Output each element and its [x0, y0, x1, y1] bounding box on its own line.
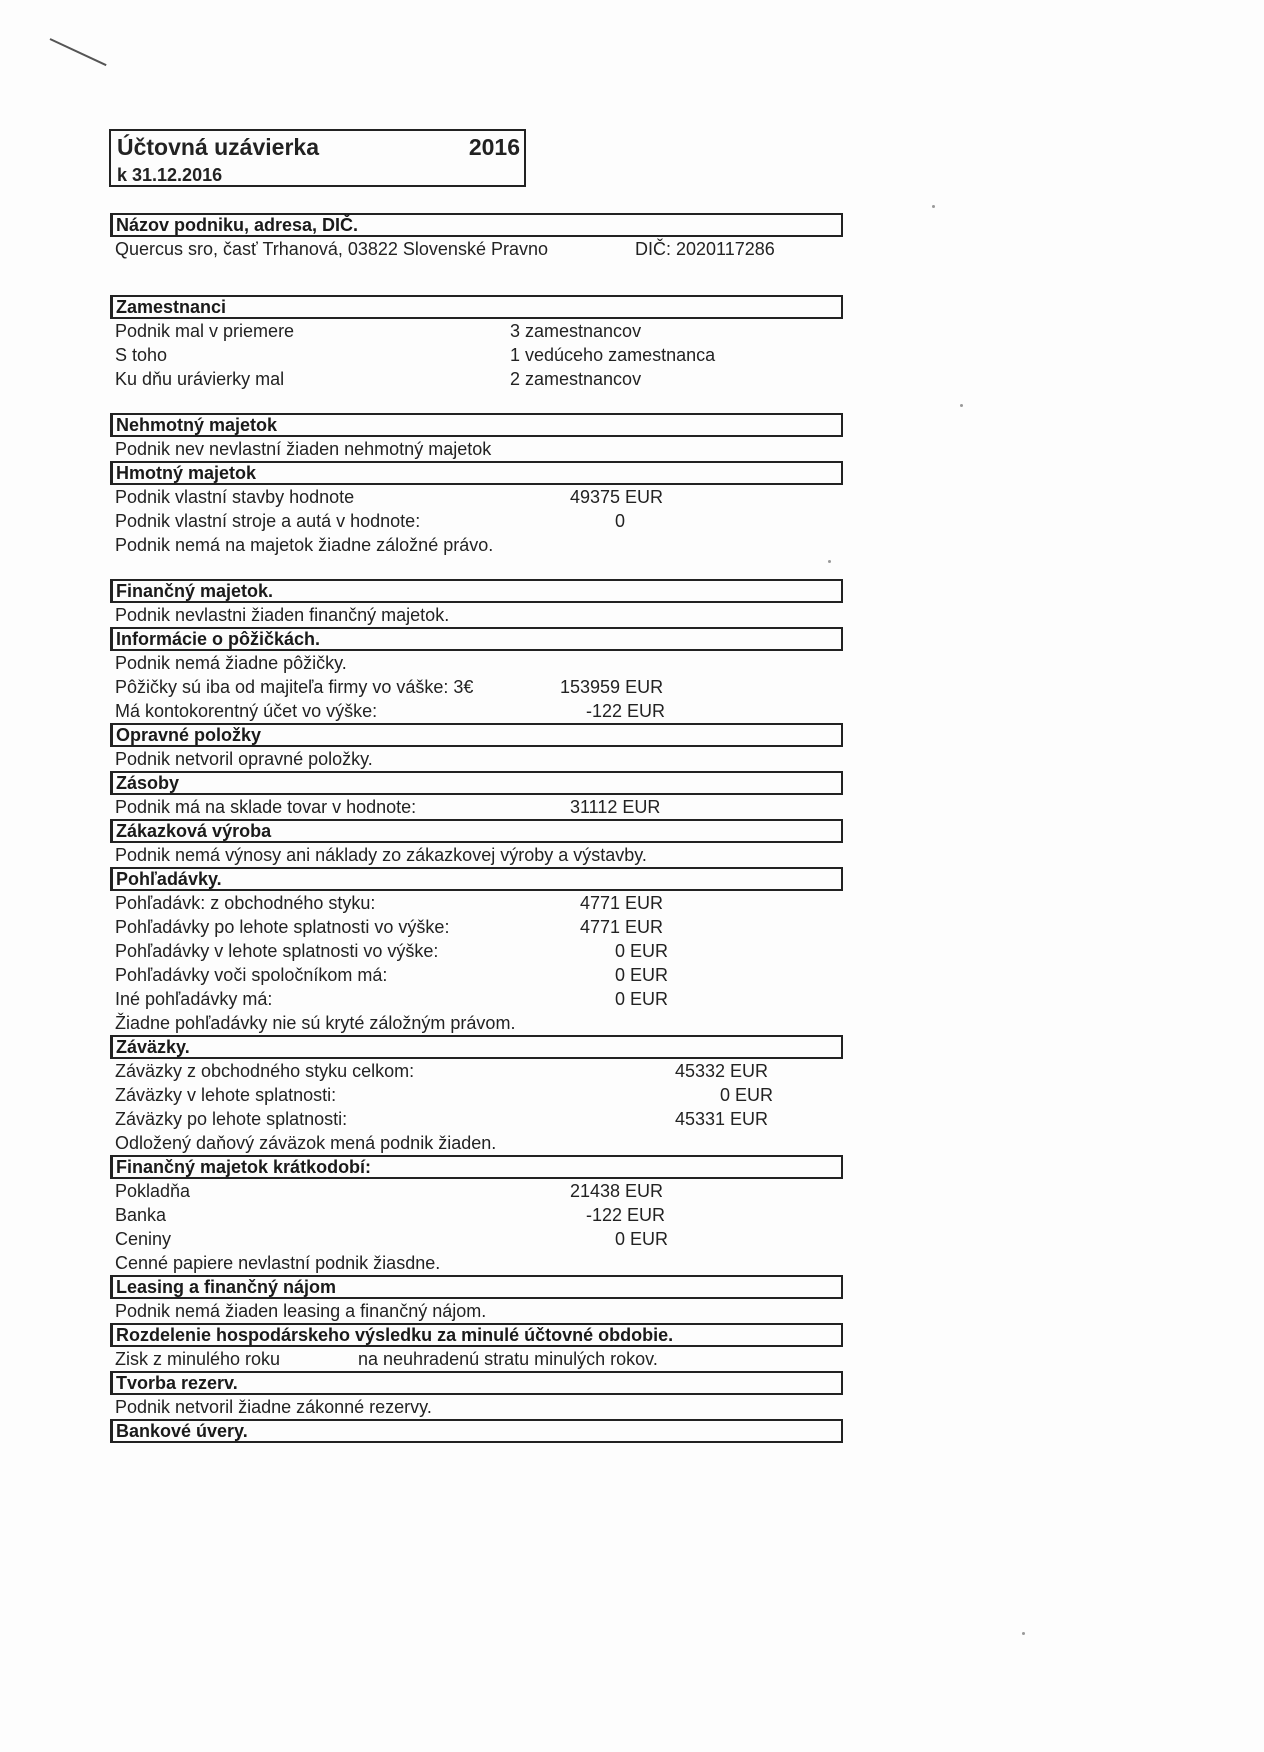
company-line	[110, 237, 843, 261]
row-label: Pôžičky sú iba od majiteľa firmy vo váške: 3€	[115, 677, 474, 697]
row-value: 1 vedúceho zamestnanca	[510, 345, 716, 365]
section-header-adjustments: Opravné položky	[110, 723, 843, 747]
row-value: 4771 EUR	[580, 917, 664, 937]
info-line: Podnik nemá žiaden leasing a finančný nájom.	[115, 1301, 487, 1321]
report-content	[110, 213, 843, 1443]
info-row	[110, 1203, 843, 1227]
row-label: Podnik vlastní stroje a autá v hodnote:	[115, 511, 421, 531]
row-value: 0 EUR	[615, 965, 669, 985]
section-header-employees: Zamestnanci	[110, 295, 843, 319]
row-value: na neuhradenú stratu minulých rokov.	[358, 1349, 658, 1369]
scan-speck	[960, 404, 963, 407]
info-row	[110, 1227, 843, 1251]
row-value: 45332 EUR	[675, 1061, 769, 1081]
info-row	[110, 485, 843, 509]
title-box	[109, 129, 526, 187]
info-row	[110, 367, 843, 391]
info-row	[110, 1107, 843, 1131]
row-label: Záväzky z obchodného styku celkom:	[115, 1061, 415, 1081]
section-header-profit: Rozdelenie hospodárskeho výsledku za minulé účtovné obdobie.	[110, 1323, 843, 1347]
info-row	[110, 987, 843, 1011]
document-year: 2016	[468, 134, 520, 160]
row-label: Podnik má na sklade tovar v hodnote:	[115, 797, 417, 817]
info-line: Podnik nemá žiadne pôžičky.	[115, 653, 347, 673]
section-header-liabilities: Záväzky.	[110, 1035, 843, 1059]
info-line: Podnik nev nevlastní žiaden nehmotný majetok	[115, 439, 492, 459]
document-date: k 31.12.2016	[117, 165, 223, 185]
section-header-intangible: Nehmotný majetok	[110, 413, 843, 437]
company-dic: DIČ: 2020117286	[635, 239, 775, 259]
row-label: Pohľadávky v lehote splatnosti vo výške:	[115, 941, 439, 961]
info-line: Podnik nemá na majetok žiadne záložné právo.	[115, 535, 494, 555]
section-header-reserves: Tvorba rezerv.	[110, 1371, 843, 1395]
info-row	[110, 1179, 843, 1203]
info-row	[110, 891, 843, 915]
row-value: 0 EUR	[615, 1229, 669, 1249]
row-value: 153959 EUR	[560, 677, 664, 697]
info-row	[110, 1059, 843, 1083]
row-label: Pohľadávky po lehote splatnosti vo výške:	[115, 917, 450, 937]
row-label: Podnik vlastní stavby hodnote	[115, 487, 355, 507]
row-value: 0	[615, 511, 626, 531]
row-label: Má kontokorentný účet vo výške:	[115, 701, 378, 721]
info-line: Podnik nevlastni žiaden finančný majetok.	[115, 605, 450, 625]
section-header-receivables: Pohľadávky.	[110, 867, 843, 891]
row-value: 3 zamestnancov	[510, 321, 642, 341]
row-label: Ku dňu urávierky mal	[115, 369, 285, 389]
info-row	[110, 343, 843, 367]
row-label: Pohľadávky voči spoločníkom má:	[115, 965, 388, 985]
info-line: Podnik netvoril žiadne zákonné rezervy.	[115, 1397, 432, 1417]
section-header-contract: Zákazková výroba	[110, 819, 843, 843]
info-line: Odložený daňový záväzok mená podnik žiaden.	[115, 1133, 497, 1153]
info-line: Podnik nemá výnosy ani náklady zo zákazkovej výroby a výstavby.	[115, 845, 647, 865]
info-row	[110, 699, 843, 723]
pen-mark	[50, 38, 107, 66]
section-header-financial: Finančný majetok.	[110, 579, 843, 603]
scan-speck	[932, 205, 935, 208]
row-value: 0 EUR	[615, 941, 669, 961]
section-header-inventory: Zásoby	[110, 771, 843, 795]
row-label: Pohľadávk: z obchodného styku:	[115, 893, 376, 913]
info-line: Podnik netvoril opravné položky.	[115, 749, 373, 769]
row-label: S toho	[115, 345, 168, 365]
row-value: 4771 EUR	[580, 893, 664, 913]
section-header-bank-loans: Bankové úvery.	[110, 1419, 843, 1443]
row-label: Záväzky po lehote splatnosti:	[115, 1109, 348, 1129]
row-value: 0 EUR	[720, 1085, 774, 1105]
row-label: Pokladňa	[115, 1181, 191, 1201]
info-row	[110, 675, 843, 699]
row-value: 2 zamestnancov	[510, 369, 642, 389]
info-row	[110, 939, 843, 963]
scan-speck	[1022, 1632, 1025, 1635]
info-row	[110, 509, 843, 533]
section-header-leasing: Leasing a finančný nájom	[110, 1275, 843, 1299]
row-value: 21438 EUR	[570, 1181, 664, 1201]
row-value: -122 EUR	[586, 1205, 666, 1225]
row-value: 49375 EUR	[570, 487, 664, 507]
row-label: Zisk z minulého roku	[115, 1349, 281, 1369]
info-row	[110, 795, 843, 819]
section-header-loans: Informácie o pôžičkách.	[110, 627, 843, 651]
document-title: Účtovná uzávierka	[117, 134, 319, 160]
row-value: -122 EUR	[586, 701, 666, 721]
row-value: 31112 EUR	[570, 797, 661, 817]
company-address: Quercus sro, časť Trhanová, 03822 Slovenské Pravno	[115, 239, 548, 259]
row-value: 45331 EUR	[675, 1109, 769, 1129]
row-label: Podnik mal v priemere	[115, 321, 295, 341]
info-row	[110, 319, 843, 343]
section-header-tangible: Hmotný majetok	[110, 461, 843, 485]
info-row	[110, 1083, 843, 1107]
row-value: 0 EUR	[615, 989, 669, 1009]
row-label: Záväzky v lehote splatnosti:	[115, 1085, 337, 1105]
info-row	[110, 915, 843, 939]
row-label: Iné pohľadávky má:	[115, 989, 273, 1009]
info-row	[110, 963, 843, 987]
info-line: Cenné papiere nevlastní podnik žiasdne.	[115, 1253, 441, 1273]
row-label: Ceniny	[115, 1229, 172, 1249]
info-line: Žiadne pohľadávky nie sú kryté záložným právom.	[115, 1013, 516, 1033]
section-header-company: Názov podniku, adresa, DIČ.	[110, 213, 843, 237]
info-row	[110, 1347, 843, 1371]
row-label: Banka	[115, 1205, 167, 1225]
section-header-short-term: Finančný majetok krátkodobí:	[110, 1155, 843, 1179]
